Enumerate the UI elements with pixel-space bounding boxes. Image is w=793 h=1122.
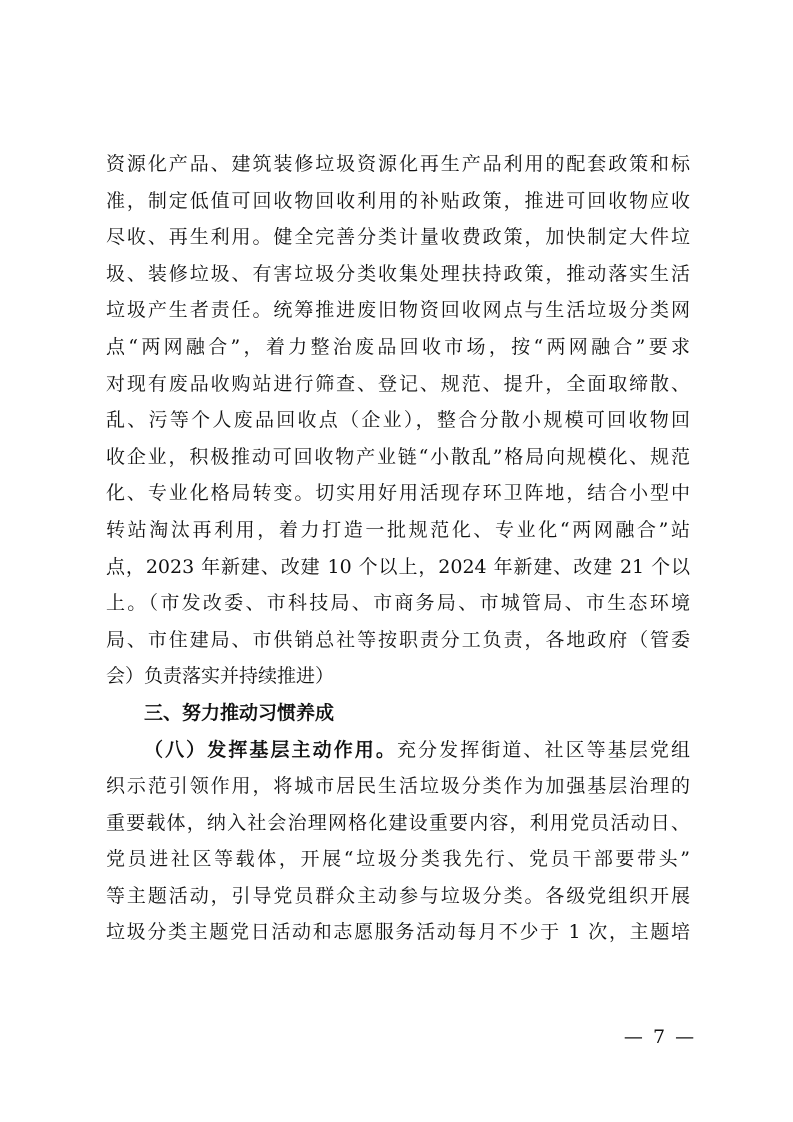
text-line: 化、专业化格局转变。切实用好用活现存环卫阵地，结合小型中 (106, 482, 690, 505)
text-line: 收企业，积极推动可回收物产业链“小散乱”格局向规模化、规范 (106, 445, 690, 468)
text-line: 转站淘汰再利用，着力打造一批规范化、专业化“两网融合”站 (106, 518, 690, 541)
text-line: 重要载体，纳入社会治理网格化建设重要内容，利用党员活动日、 (106, 811, 690, 834)
text-line: 点“两网融合”，着力整治废品回收市场，按“两网融合”要求 (106, 335, 690, 358)
text-line: 准，制定低值可回收物回收利用的补贴政策，推进可回收物应收 (106, 189, 690, 212)
text-line: 会）负责落实并持续推进） (106, 665, 335, 688)
text-line: 垃圾产生者责任。统筹推进废旧物资回收网点与生活垃圾分类网 (106, 299, 690, 322)
page-number: — 7 — (623, 1026, 697, 1048)
text-line: 尽收、再生利用。健全完善分类计量收费政策，加快制定大件垃 (106, 226, 690, 249)
text-line: 等主题活动，引导党员群众主动参与垃圾分类。各级党组织开展 (106, 884, 690, 907)
text-line: 局、市住建局、市供销总社等按职责分工负责，各地政府（管委 (106, 628, 690, 651)
text-line: 党员进社区等载体，开展“垃圾分类我先行、党员干部要带头” (106, 848, 690, 871)
text-line: 织示范引领作用，将城市居民生活垃圾分类作为加强基层治理的 (106, 775, 690, 798)
text-line: 垃圾分类主题党日活动和志愿服务活动每月不少于 1 次，主题培 (106, 921, 690, 944)
paragraph-first-line (106, 732, 690, 769)
text-line: 圾、装修垃圾、有害垃圾分类收集处理扶持政策，推动落实生活 (106, 262, 690, 285)
section-heading: 三、努力推动习惯养成 (144, 701, 335, 724)
text-line: 对现有废品收购站进行筛查、登记、规范、提升，全面取缔散、 (106, 372, 690, 395)
text-line: 资源化产品、建筑装修垃圾资源化再生产品利用的配套政策和标 (106, 153, 690, 175)
document-body (106, 146, 690, 951)
text-line: 点，2023 年新建、改建 10 个以上，2024 年新建、改建 21 个以 (106, 555, 690, 578)
text-line: 上。（市发改委、市科技局、市商务局、市城管局、市生态环境 (106, 592, 690, 615)
text-line: 乱、污等个人废品回收点（企业），整合分散小规模可回收物回 (106, 409, 690, 432)
paragraph-lead: （八）发挥基层主动作用。 (144, 738, 397, 761)
paragraph-first-line-text: 充分发挥街道、社区等基层党组 (396, 738, 690, 761)
